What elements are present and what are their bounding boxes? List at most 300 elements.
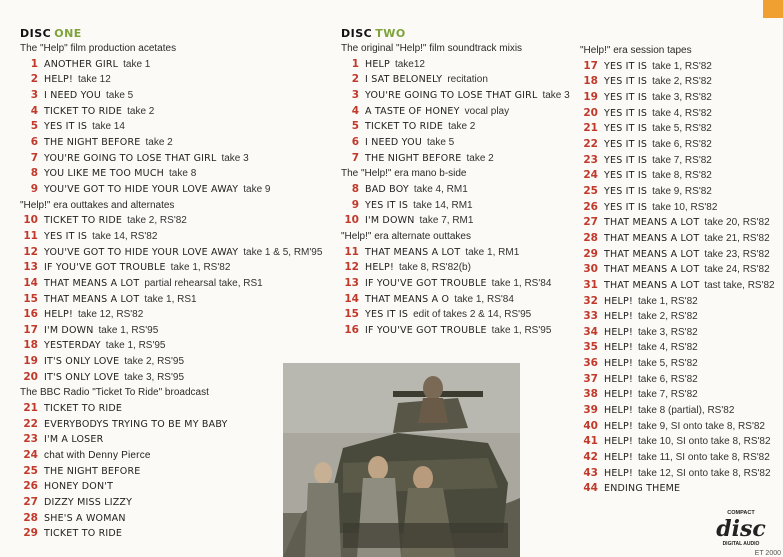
track-note: take 1, RS'84 bbox=[491, 277, 552, 289]
track-note: take 6, RS'82 bbox=[637, 373, 698, 385]
track-number: 35 bbox=[583, 341, 598, 354]
section-heading: "Help!" era session tapes bbox=[580, 45, 692, 56]
track-note: take 4, RS'82 bbox=[637, 342, 698, 354]
track-row bbox=[341, 260, 570, 276]
track-row bbox=[580, 59, 775, 75]
track-title: TICKET TO RIDE bbox=[44, 215, 123, 227]
track-row bbox=[580, 121, 775, 137]
track-title: HELP! bbox=[44, 74, 73, 86]
track-title: THAT MEANS A LOT bbox=[604, 279, 700, 291]
track-number: 27 bbox=[23, 496, 38, 509]
track-number: 11 bbox=[344, 245, 359, 258]
track-title: HONEY DON'T bbox=[44, 481, 114, 493]
track-note: take 14, RS'82 bbox=[92, 230, 158, 242]
track-number: 24 bbox=[583, 169, 598, 182]
track-title: chat with Denny Pierce bbox=[44, 450, 151, 462]
track-note: take 2, RS'82 bbox=[652, 76, 712, 88]
track-title: TICKET TO RIDE bbox=[365, 121, 444, 133]
track-row bbox=[580, 278, 775, 294]
track-number: 16 bbox=[23, 308, 38, 321]
track-note: take 1 & 5, RM'95 bbox=[243, 246, 323, 258]
section-heading: The original "Help!" film soundtrack mixis bbox=[341, 43, 523, 54]
track-title: THAT MEANS A LOT bbox=[604, 232, 700, 244]
track-row bbox=[341, 182, 570, 198]
track-number: 44 bbox=[583, 482, 598, 495]
track-row bbox=[20, 495, 322, 511]
track-row bbox=[580, 325, 775, 341]
track-note: take 6, RS'82 bbox=[652, 138, 712, 150]
track-number: 40 bbox=[583, 419, 598, 432]
track-row bbox=[20, 260, 322, 276]
track-title: A TASTE OF HONEY bbox=[365, 105, 460, 117]
track-number: 1 bbox=[30, 57, 38, 70]
track-number: 27 bbox=[583, 216, 598, 229]
track-number: 3 bbox=[30, 88, 38, 101]
track-title: THAT MEANS A LOT bbox=[44, 293, 140, 305]
track-row bbox=[20, 151, 322, 167]
track-row bbox=[20, 354, 322, 370]
track-number: 22 bbox=[23, 417, 38, 430]
track-number: 19 bbox=[23, 355, 38, 368]
track-row bbox=[20, 276, 322, 292]
track-row bbox=[580, 231, 775, 247]
track-number: 4 bbox=[30, 104, 38, 117]
svg-text:COMPACT: COMPACT bbox=[727, 510, 755, 516]
track-number: 11 bbox=[23, 229, 38, 242]
track-row bbox=[580, 153, 775, 169]
track-title: I'M DOWN bbox=[365, 215, 415, 227]
track-number: 12 bbox=[23, 245, 38, 258]
track-note: take 2 bbox=[448, 121, 476, 133]
track-row bbox=[580, 372, 775, 388]
track-row bbox=[20, 401, 322, 417]
track-number: 26 bbox=[583, 200, 598, 213]
track-row bbox=[580, 340, 775, 356]
track-number: 5 bbox=[351, 120, 359, 133]
track-row bbox=[341, 276, 570, 292]
section-heading: The "Help" film production acetates bbox=[20, 43, 177, 54]
track-title: IF YOU'VE GOT TROUBLE bbox=[44, 262, 166, 274]
section-heading: The "Help!" era mano b-side bbox=[341, 168, 467, 180]
svg-text:disc: disc bbox=[716, 516, 766, 542]
track-number: 20 bbox=[583, 106, 598, 119]
track-title: IF YOU'VE GOT TROUBLE bbox=[365, 324, 487, 336]
track-number: 4 bbox=[351, 104, 359, 117]
track-number: 21 bbox=[583, 122, 598, 135]
track-row bbox=[20, 104, 322, 120]
track-number: 21 bbox=[23, 402, 38, 415]
track-row bbox=[580, 309, 775, 325]
tank-photo-illustration bbox=[283, 363, 520, 557]
track-number: 15 bbox=[344, 308, 359, 321]
track-row bbox=[20, 448, 322, 464]
track-row bbox=[580, 387, 775, 403]
track-title: TICKET TO RIDE bbox=[44, 528, 123, 540]
track-row bbox=[580, 200, 775, 216]
track-note: take 5, RS'82 bbox=[652, 123, 712, 135]
section-heading: "Help!" era alternate outtakes bbox=[341, 230, 471, 242]
track-number: 6 bbox=[30, 135, 38, 148]
track-row bbox=[580, 466, 775, 482]
track-title: THAT MEANS A O bbox=[365, 293, 450, 305]
track-row bbox=[580, 184, 775, 200]
track-note: take 1, RS'82 bbox=[170, 262, 231, 274]
track-title: I NEED YOU bbox=[44, 89, 101, 101]
track-number: 10 bbox=[23, 214, 38, 227]
track-number: 25 bbox=[23, 464, 38, 477]
track-title: THAT MEANS A LOT bbox=[44, 277, 140, 289]
track-title: TICKET TO RIDE bbox=[44, 105, 123, 117]
track-row bbox=[341, 88, 570, 104]
compact-disc-logo bbox=[710, 507, 772, 549]
tank-photo bbox=[283, 363, 520, 557]
track-number: 5 bbox=[30, 120, 38, 133]
track-title: SHE'S A WOMAN bbox=[44, 512, 126, 524]
track-note: take 2, RS'82 bbox=[127, 215, 187, 227]
track-row bbox=[580, 247, 775, 263]
track-title: YES IT IS bbox=[604, 201, 648, 213]
track-note: take 12, SI onto take 8, RS'82 bbox=[637, 467, 771, 479]
compact-disc-logo-mark bbox=[710, 507, 772, 549]
track-note: take 1, RS'95 bbox=[105, 340, 166, 352]
track-row bbox=[20, 182, 322, 198]
track-note: vocal play bbox=[464, 105, 510, 117]
track-title: HELP bbox=[365, 58, 390, 70]
track-title: YOU'VE GOT TO HIDE YOUR LOVE AWAY bbox=[44, 183, 239, 195]
track-note: take 2 bbox=[127, 105, 155, 117]
track-title: YES IT IS bbox=[604, 107, 648, 119]
track-title: HELP! bbox=[604, 373, 633, 385]
section-heading: The BBC Radio "Ticket To Ride" broadcast bbox=[20, 387, 209, 399]
track-title: YES IT IS bbox=[44, 230, 88, 242]
track-row bbox=[580, 419, 775, 435]
track-note: take 1, RS'95 bbox=[98, 324, 159, 336]
track-title: YES IT IS bbox=[604, 91, 648, 103]
track-title: HELP! bbox=[604, 420, 633, 432]
track-number: 3 bbox=[351, 88, 359, 101]
track-row bbox=[20, 229, 322, 245]
track-number: 37 bbox=[583, 372, 598, 385]
track-row bbox=[20, 57, 322, 73]
track-number: 17 bbox=[583, 59, 598, 72]
track-title: HELP! bbox=[604, 311, 633, 323]
track-row bbox=[341, 323, 570, 339]
track-row bbox=[580, 74, 775, 90]
track-note: take 4, RS'82 bbox=[652, 107, 712, 119]
track-row bbox=[341, 213, 570, 229]
track-number: 9 bbox=[30, 182, 38, 195]
track-note: take 14 bbox=[92, 121, 125, 133]
track-row bbox=[341, 307, 570, 323]
track-title: YESTERDAY bbox=[44, 340, 101, 352]
track-number: 2 bbox=[30, 73, 38, 86]
track-note: take 9, RS'82 bbox=[652, 185, 712, 197]
track-title: ANOTHER GIRL bbox=[44, 58, 119, 70]
track-title: THAT MEANS A LOT bbox=[604, 264, 700, 276]
track-row bbox=[20, 323, 322, 339]
track-note: take 1, RS'82 bbox=[652, 60, 712, 72]
track-title: I NEED YOU bbox=[365, 136, 422, 148]
track-title: THE NIGHT BEFORE bbox=[365, 152, 462, 164]
track-row bbox=[580, 356, 775, 372]
disc-one-heading: DISC ONE bbox=[20, 27, 82, 40]
section-heading: "Help!" era outtakes and alternates bbox=[20, 199, 175, 211]
disc-two-continued-tracklist bbox=[580, 43, 775, 497]
track-number: 9 bbox=[351, 198, 359, 211]
track-title: HELP! bbox=[365, 262, 394, 274]
track-note: take 7, RM1 bbox=[419, 215, 474, 227]
track-row bbox=[341, 57, 570, 73]
track-title: YOU'VE GOT TO HIDE YOUR LOVE AWAY bbox=[44, 246, 239, 258]
disc-two-tracklist bbox=[341, 41, 570, 338]
track-note: take 5, RS'82 bbox=[637, 358, 698, 370]
track-number: 14 bbox=[344, 292, 359, 305]
track-title: HELP! bbox=[604, 295, 633, 307]
track-title: I'M DOWN bbox=[44, 324, 94, 336]
track-number: 14 bbox=[23, 276, 38, 289]
track-row bbox=[20, 526, 322, 542]
track-title: YES IT IS bbox=[604, 185, 648, 197]
track-number: 19 bbox=[583, 90, 598, 103]
track-number: 28 bbox=[583, 231, 598, 244]
track-note: take 24, RS'82 bbox=[704, 264, 770, 276]
track-note: take 12 bbox=[77, 74, 111, 86]
track-number: 13 bbox=[344, 276, 359, 289]
track-number: 38 bbox=[583, 388, 598, 401]
track-note: take 10, RS'82 bbox=[652, 201, 718, 213]
track-number: 13 bbox=[23, 261, 38, 274]
track-note: take 9, SI onto take 8, RS'82 bbox=[637, 420, 765, 432]
track-note: edit of takes 2 & 14, RS'95 bbox=[413, 309, 532, 321]
track-row bbox=[20, 370, 322, 386]
track-row bbox=[341, 104, 570, 120]
track-title: THAT MEANS A LOT bbox=[604, 248, 700, 260]
track-note: take 21, RS'82 bbox=[704, 232, 770, 244]
disc-two-continued-column bbox=[580, 43, 775, 497]
track-note: take 11, SI onto take 8, RS'82 bbox=[637, 452, 770, 464]
disc-two-heading: DISC TWO bbox=[341, 27, 406, 40]
track-number: 29 bbox=[583, 247, 598, 260]
track-title: HELP! bbox=[604, 342, 633, 354]
track-note: take 7, RS'82 bbox=[637, 389, 698, 401]
track-title: HELP! bbox=[604, 389, 633, 401]
track-title: YES IT IS bbox=[44, 121, 88, 133]
track-row bbox=[20, 72, 322, 88]
track-row bbox=[20, 432, 322, 448]
track-title: HELP! bbox=[604, 326, 633, 338]
track-number: 24 bbox=[23, 449, 38, 462]
track-row bbox=[20, 307, 322, 323]
track-row bbox=[20, 464, 322, 480]
track-title: YES IT IS bbox=[604, 123, 648, 135]
track-number: 17 bbox=[23, 323, 38, 336]
track-number: 43 bbox=[583, 466, 598, 479]
track-title: YES IT IS bbox=[604, 60, 648, 72]
track-title: YES IT IS bbox=[604, 138, 648, 150]
track-number: 31 bbox=[583, 278, 598, 291]
track-row bbox=[580, 90, 775, 106]
track-row bbox=[341, 245, 570, 261]
track-number: 41 bbox=[583, 435, 598, 448]
track-title: YES IT IS bbox=[365, 309, 409, 321]
track-title: YOU'RE GOING TO LOSE THAT GIRL bbox=[44, 152, 217, 164]
track-row bbox=[580, 481, 775, 497]
track-number: 20 bbox=[23, 370, 38, 383]
track-note: take 8, RS'82(b) bbox=[398, 262, 471, 274]
track-number: 34 bbox=[583, 325, 598, 338]
track-row bbox=[341, 135, 570, 151]
track-number: 23 bbox=[583, 153, 598, 166]
track-note: take 12, RS'82 bbox=[77, 309, 144, 321]
track-note: take 5 bbox=[105, 89, 134, 101]
track-row bbox=[20, 119, 322, 135]
track-title: HELP! bbox=[604, 358, 633, 370]
track-note: take 3, RS'82 bbox=[637, 326, 698, 338]
track-note: take 8 bbox=[169, 168, 197, 180]
disc-one-tracklist bbox=[20, 41, 322, 542]
track-note: take 14, RM1 bbox=[413, 199, 473, 211]
track-note: take 2 bbox=[145, 136, 173, 148]
track-title: HELP! bbox=[604, 436, 633, 448]
track-number: 18 bbox=[583, 75, 598, 88]
track-title: EVERYBODYS TRYING TO BE MY BABY bbox=[44, 418, 228, 430]
track-number: 2 bbox=[351, 73, 359, 86]
track-number: 18 bbox=[23, 339, 38, 352]
track-number: 8 bbox=[351, 182, 359, 195]
track-title: I'M A LOSER bbox=[44, 434, 104, 446]
track-number: 29 bbox=[23, 527, 38, 540]
track-note: take 8 (partial), RS'82 bbox=[637, 405, 735, 417]
track-note: take 4, RM1 bbox=[413, 183, 468, 195]
track-number: 6 bbox=[351, 135, 359, 148]
track-number: 16 bbox=[344, 323, 359, 336]
track-number: 30 bbox=[583, 263, 598, 276]
track-row bbox=[341, 119, 570, 135]
track-row bbox=[20, 166, 322, 182]
track-note: take 5 bbox=[426, 136, 455, 148]
track-row bbox=[20, 245, 322, 261]
track-note: take 3, RS'95 bbox=[124, 371, 185, 383]
track-note: recitation bbox=[447, 74, 488, 86]
track-title: THE NIGHT BEFORE bbox=[44, 465, 141, 477]
track-title: I SAT BELONELY bbox=[365, 74, 443, 86]
track-number: 7 bbox=[351, 151, 359, 164]
track-row bbox=[20, 479, 322, 495]
track-note: take12 bbox=[394, 58, 425, 70]
track-title: HELP! bbox=[604, 467, 633, 479]
track-note: take 10, SI onto take 8, RS'82 bbox=[637, 436, 771, 448]
track-note: take 3 bbox=[221, 152, 249, 164]
track-row bbox=[580, 450, 775, 466]
track-note: take 8, RS'82 bbox=[652, 170, 712, 182]
track-note: take 1, RS'82 bbox=[637, 295, 698, 307]
track-title: ENDING THEME bbox=[604, 483, 681, 495]
track-title: DIZZY MISS LIZZY bbox=[44, 497, 133, 509]
track-number: 15 bbox=[23, 292, 38, 305]
track-note: take 20, RS'82 bbox=[704, 217, 770, 229]
track-row bbox=[341, 198, 570, 214]
track-row bbox=[20, 338, 322, 354]
track-note: take 1, RS1 bbox=[144, 293, 197, 305]
track-number: 26 bbox=[23, 480, 38, 493]
footer-code: ET 2000 bbox=[754, 550, 781, 557]
track-number: 25 bbox=[583, 184, 598, 197]
track-note: take 2, RS'82 bbox=[637, 311, 698, 323]
track-title: YES IT IS bbox=[604, 154, 648, 166]
track-row bbox=[20, 135, 322, 151]
track-number: 8 bbox=[30, 167, 38, 180]
track-title: BAD BOY bbox=[365, 183, 409, 195]
track-number: 42 bbox=[583, 451, 598, 464]
track-note: take 3 bbox=[542, 89, 570, 101]
track-number: 39 bbox=[583, 404, 598, 417]
track-note: take 23, RS'82 bbox=[704, 248, 770, 260]
track-row bbox=[580, 137, 775, 153]
track-number: 7 bbox=[30, 151, 38, 164]
track-row bbox=[341, 72, 570, 88]
track-row bbox=[20, 88, 322, 104]
track-title: YOU'RE GOING TO LOSE THAT GIRL bbox=[365, 89, 538, 101]
track-row bbox=[580, 434, 775, 450]
track-title: IT'S ONLY LOVE bbox=[44, 371, 120, 383]
track-title: TICKET TO RIDE bbox=[44, 403, 123, 415]
track-title: HELP! bbox=[44, 309, 73, 321]
track-row bbox=[580, 215, 775, 231]
track-number: 36 bbox=[583, 357, 598, 370]
disc-one-column bbox=[20, 27, 322, 542]
disc-two-column bbox=[341, 27, 570, 338]
track-title: IF YOU'VE GOT TROUBLE bbox=[365, 277, 487, 289]
track-number: 23 bbox=[23, 433, 38, 446]
track-row bbox=[20, 213, 322, 229]
track-row bbox=[20, 417, 322, 433]
track-note: take 3, RS'82 bbox=[652, 91, 712, 103]
track-row bbox=[20, 511, 322, 527]
track-row bbox=[580, 403, 775, 419]
track-title: HELP! bbox=[604, 405, 633, 417]
track-row bbox=[580, 106, 775, 122]
track-note: take 1 bbox=[123, 58, 151, 70]
track-note: take 2 bbox=[466, 152, 494, 164]
track-note: take 1, RM1 bbox=[465, 246, 520, 258]
track-title: IT'S ONLY LOVE bbox=[44, 356, 120, 368]
track-number: 32 bbox=[583, 294, 598, 307]
track-number: 22 bbox=[583, 137, 598, 150]
track-title: HELP! bbox=[604, 452, 633, 464]
track-note: take 9 bbox=[243, 183, 271, 195]
track-title: THAT MEANS A LOT bbox=[604, 217, 700, 229]
track-row bbox=[580, 262, 775, 278]
track-note: take 7, RS'82 bbox=[652, 154, 712, 166]
track-row bbox=[20, 292, 322, 308]
track-number: 33 bbox=[583, 310, 598, 323]
track-title: THAT MEANS A LOT bbox=[365, 246, 461, 258]
svg-text:DIGITAL AUDIO: DIGITAL AUDIO bbox=[722, 541, 760, 547]
track-row bbox=[341, 151, 570, 167]
track-title: YES IT IS bbox=[604, 170, 648, 182]
track-note: take 1, RS'95 bbox=[491, 324, 552, 336]
track-number: 10 bbox=[344, 214, 359, 227]
track-note: take 2, RS'95 bbox=[124, 356, 185, 368]
track-row bbox=[341, 292, 570, 308]
track-note: tast take, RS'82 bbox=[704, 279, 775, 291]
track-note: take 1, RS'84 bbox=[454, 293, 514, 305]
track-number: 1 bbox=[351, 57, 359, 70]
track-number: 28 bbox=[23, 511, 38, 524]
corner-accent bbox=[763, 0, 783, 18]
track-row bbox=[580, 168, 775, 184]
track-title: YES IT IS bbox=[604, 76, 648, 88]
